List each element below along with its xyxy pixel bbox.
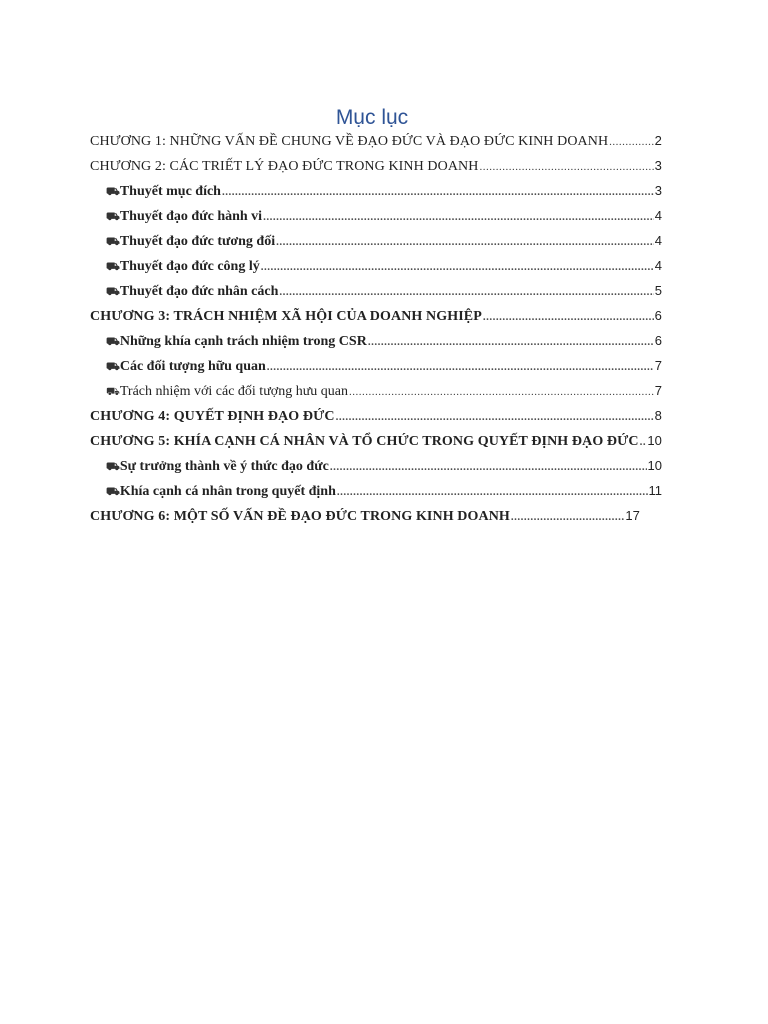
toc-leader-dots	[336, 411, 654, 423]
toc-entry-chapter-3[interactable]	[90, 308, 662, 333]
bullet-icon: ⛟	[106, 285, 120, 298]
toc-entry-section[interactable]	[90, 383, 662, 408]
toc-leader-dots	[511, 511, 624, 523]
bullet-icon: ⛟	[106, 385, 120, 398]
toc-page-number: 6	[654, 333, 662, 348]
toc-entry-section[interactable]	[90, 458, 662, 483]
bullet-icon: ⛟	[106, 360, 120, 373]
toc-page-number: 11	[648, 483, 662, 498]
toc-page-number: 7	[654, 383, 662, 398]
toc-leader-dots	[640, 436, 647, 448]
toc-entry-chapter-2[interactable]	[90, 158, 662, 183]
toc-entry-chapter-4[interactable]	[90, 408, 662, 433]
toc-page-number: 4	[654, 233, 662, 248]
toc-entry-section[interactable]	[90, 258, 662, 283]
toc-leader-dots	[261, 261, 654, 273]
toc-entry-chapter-1[interactable]	[90, 133, 662, 158]
toc-page-number: 8	[654, 408, 662, 423]
bullet-icon: ⛟	[106, 260, 120, 273]
toc-page-number: 4	[654, 258, 662, 273]
toc-entry-section[interactable]	[90, 358, 662, 383]
bullet-icon: ⛟	[106, 210, 120, 223]
toc-entry-text: CHƯƠNG 5: KHÍA CẠNH CÁ NHÂN VÀ TỔ CHỨC TRONG QUYẾT ĐỊNH ĐẠO ĐỨC	[90, 434, 639, 449]
toc-entry-section[interactable]	[90, 333, 662, 358]
toc-entry-text: Trách nhiệm với các đối tượng hưu quan	[119, 384, 348, 399]
toc-leader-dots	[349, 386, 654, 398]
toc-title: Mục lục	[335, 106, 409, 129]
toc-leader-dots	[368, 336, 654, 348]
toc-entry-text: CHƯƠNG 6: MỘT SỐ VẤN ĐỀ ĐẠO ĐỨC TRONG KINH DOANH	[90, 509, 510, 524]
toc-page-number: 4	[654, 208, 662, 223]
toc-page-number: 6	[654, 308, 662, 323]
toc-leader-dots	[263, 211, 654, 223]
toc-page-number: 3	[654, 158, 662, 173]
toc-leader-dots	[267, 361, 654, 373]
toc-entry-text: CHƯƠNG 2: CÁC TRIẾT LÝ ĐẠO ĐỨC TRONG KINH DOANH	[90, 159, 479, 174]
bullet-icon: ⛟	[106, 335, 120, 348]
toc-entry-text: Thuyết đạo đức hành vi	[119, 209, 263, 224]
toc-entry-text: Thuyết đạo đức nhân cách	[119, 284, 279, 299]
toc-page-number: 10	[647, 433, 662, 448]
toc-leader-dots	[479, 161, 653, 173]
toc-entry-text: Thuyết đạo đức tương đối	[119, 234, 276, 249]
toc-page-number: 3	[654, 183, 662, 198]
bullet-icon: ⛟	[106, 235, 120, 248]
toc-leader-dots	[330, 461, 647, 473]
toc-entry-section[interactable]	[90, 183, 662, 208]
bullet-icon: ⛟	[106, 485, 120, 498]
toc-entry-text: Sự trưởng thành về ý thức đạo đức	[119, 459, 329, 474]
toc-entry-text: Thuyết mục đích	[119, 184, 221, 199]
toc-page-number: 17	[625, 508, 640, 523]
toc-leader-dots	[276, 236, 654, 248]
toc-entry-text: Thuyết đạo đức công lý	[119, 259, 260, 274]
toc-page-number: 7	[654, 358, 662, 373]
bullet-icon: ⛟	[106, 185, 120, 198]
toc-entry-section[interactable]	[90, 233, 662, 258]
toc-leader-dots	[609, 136, 653, 148]
toc-entry-text: Khía cạnh cá nhân trong quyết định	[119, 484, 336, 499]
table-of-contents	[90, 133, 662, 533]
toc-leader-dots	[337, 486, 648, 498]
toc-entry-text: CHƯƠNG 4: QUYẾT ĐỊNH ĐẠO ĐỨC	[90, 409, 335, 424]
toc-page-number: 5	[654, 283, 662, 298]
toc-leader-dots	[222, 186, 654, 198]
toc-entry-chapter-5[interactable]	[90, 433, 662, 458]
bullet-icon: ⛟	[106, 460, 120, 473]
toc-entry-text: CHƯƠNG 1: NHỮNG VẤN ĐỀ CHUNG VỀ ĐẠO ĐỨC VÀ ĐẠO ĐỨC KINH DOANH	[90, 134, 609, 149]
toc-entry-text: Các đối tượng hữu quan	[119, 359, 266, 374]
toc-entry-text: Những khía cạnh trách nhiệm trong CSR	[119, 334, 367, 349]
toc-page-number: 2	[654, 133, 662, 148]
toc-entry-section[interactable]	[90, 483, 662, 508]
toc-entry-section[interactable]	[90, 283, 662, 308]
toc-leader-dots	[483, 311, 654, 323]
toc-entry-text: CHƯƠNG 3: TRÁCH NHIỆM XÃ HỘI CỦA DOANH NGHIỆP	[90, 309, 482, 324]
toc-entry-chapter-6[interactable]	[90, 508, 640, 533]
toc-entry-section[interactable]	[90, 208, 662, 233]
toc-leader-dots	[279, 286, 653, 298]
toc-page-number: 10	[647, 458, 662, 473]
